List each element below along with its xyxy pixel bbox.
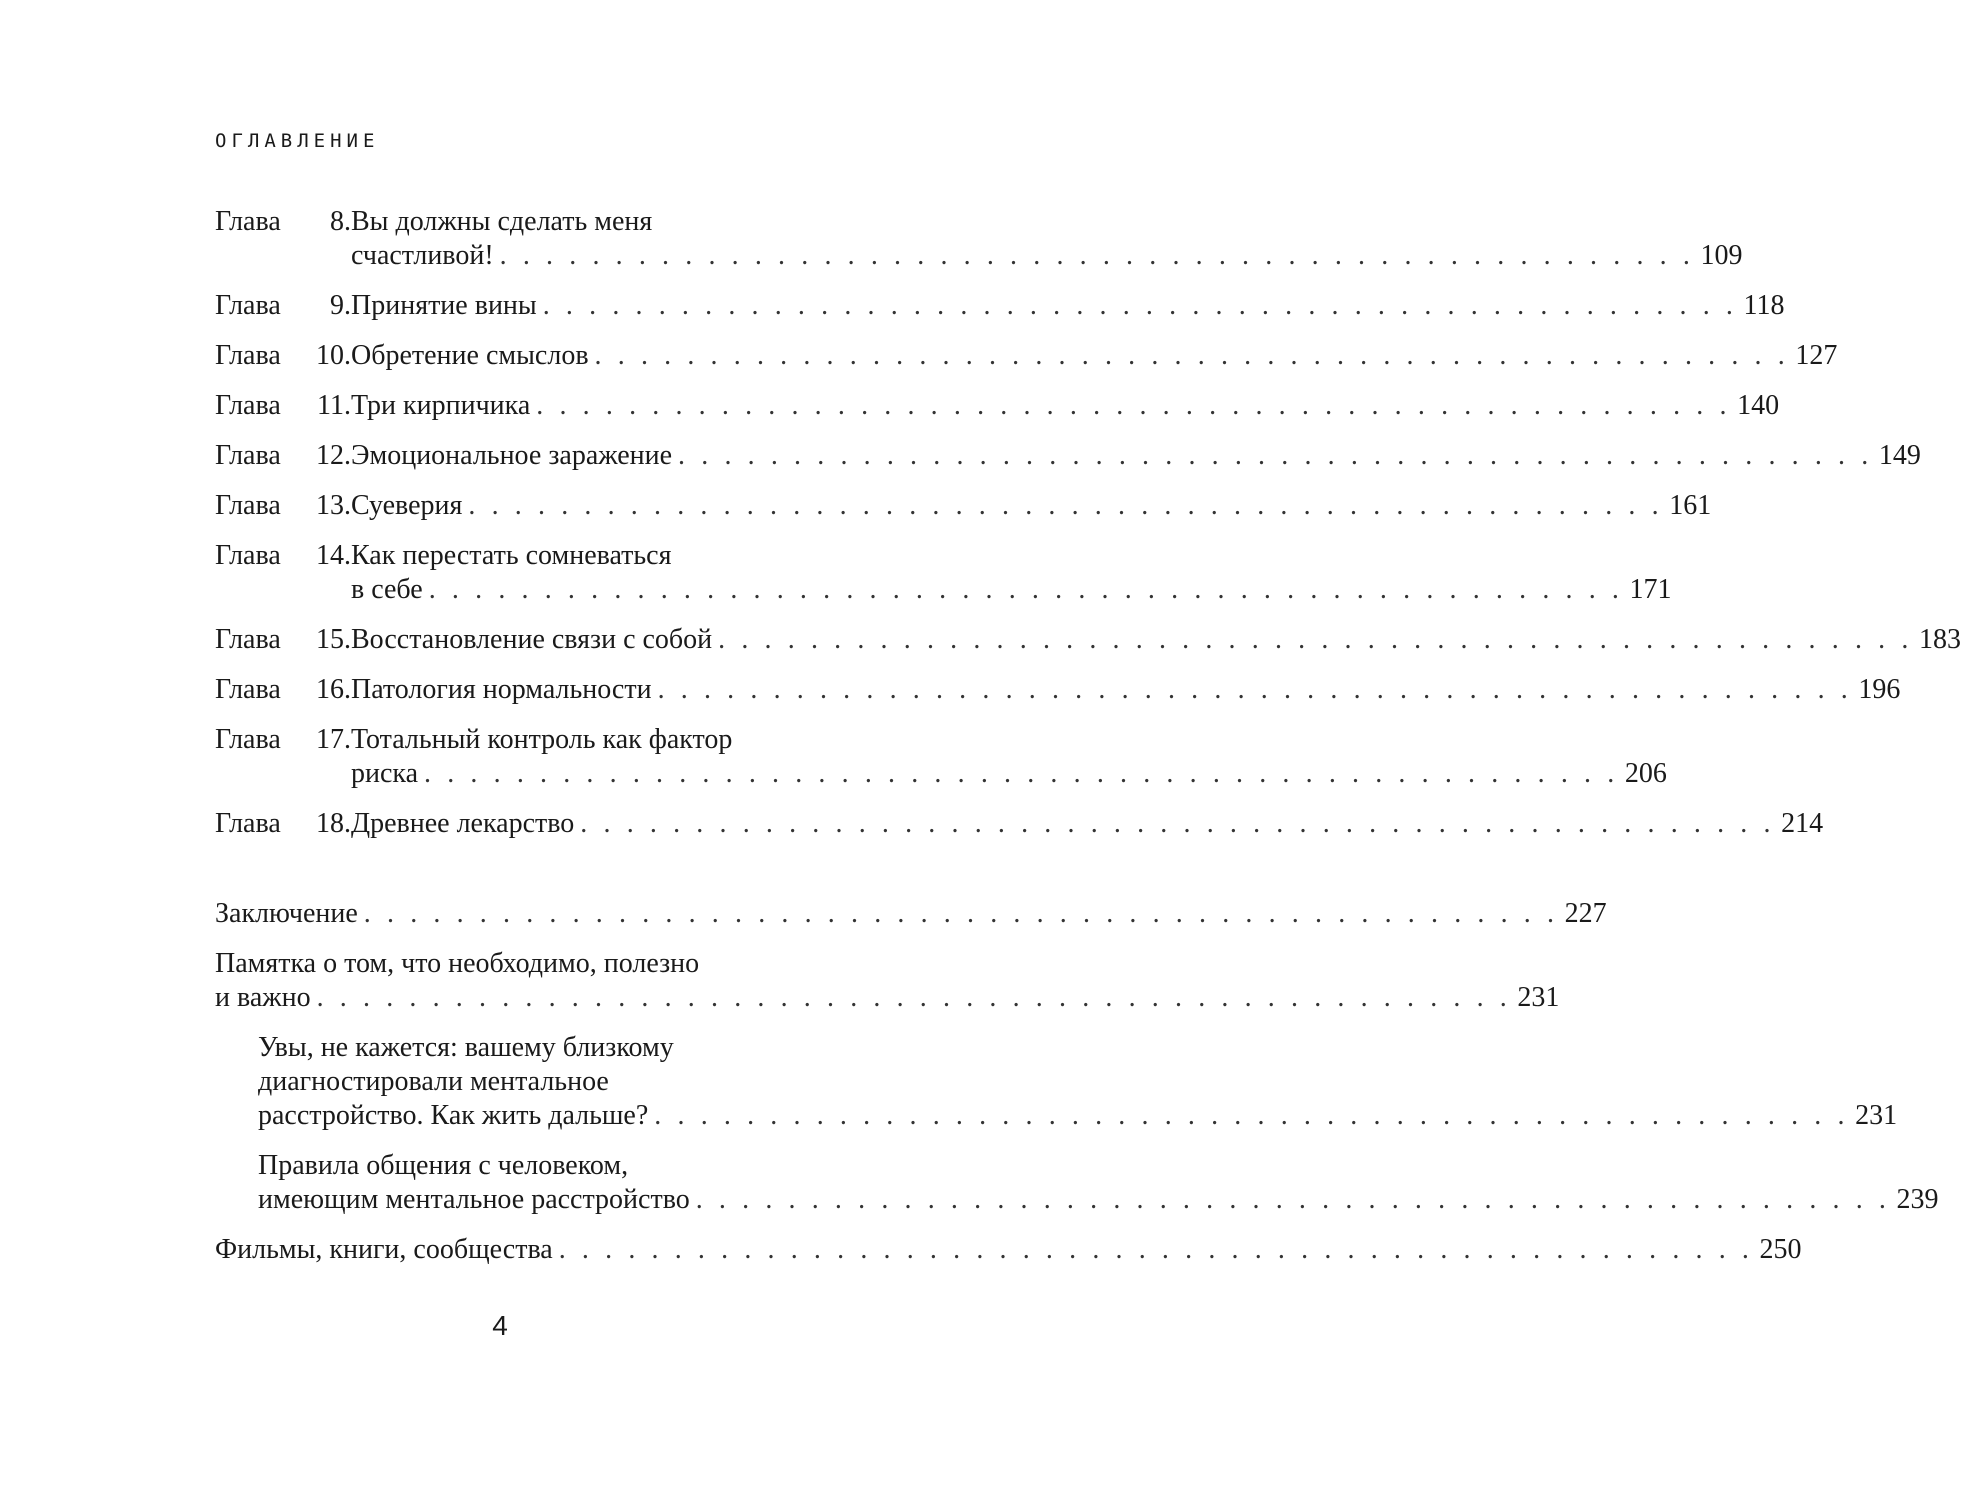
chapter-label [215,807,351,841]
chapter-number: 14. [316,540,351,571]
entry-page-number: 231 [1517,982,1560,1013]
chapter-word: Глава [215,390,281,421]
chapter-number: 18. [316,808,351,839]
entry-title [351,489,1712,523]
entry-title-text: Обретение смыслов [351,340,589,371]
entry-title [351,205,1743,273]
chapter-word: Глава [215,724,281,755]
entry-page-number: 183 [1918,624,1961,655]
leader-dots: . . . . . . . . . . . . . . . . . . . . . . . . . . . . . . . . . . . . . . . . . . . . . . . . . . . . [657,674,1853,705]
entry-page-number: 149 [1878,440,1921,471]
chapter-label [215,673,351,707]
chapter-label [215,205,351,273]
toc-section-entry[interactable] [215,897,1607,931]
entry-page-number: 127 [1795,340,1838,371]
chapter-word: Глава [215,490,281,521]
entry-title [351,389,1780,423]
entry-title-line: Правила общения с человеком, [258,1150,629,1181]
entry-title-line: Тотальный контроль как фактор [351,724,733,755]
entry-title-line: диагностировали ментальное [258,1066,609,1097]
leader-dots: . . . . . . . . . . . . . . . . . . . . . . . . . . . . . . . . . . . . . . . . . . . . . . . . . . . . [428,574,1624,605]
entry-title-text: счастливой! [351,240,494,271]
chapter-label [215,489,351,523]
entry-title [351,623,1961,657]
entry-last-line [351,757,1667,791]
entry-last-line [351,807,1824,841]
chapter-number: 9. [330,290,351,321]
entry-title-text: Восстановление связи с собой [351,624,713,655]
toc-chapter-entry[interactable] [215,439,1921,473]
toc-chapter-entry[interactable] [215,289,1785,323]
entry-title-line: Увы, не кажется: вашему близкому [258,1032,674,1063]
chapter-label [215,439,351,473]
entry-title-text: в себе [351,574,423,605]
toc-chapter-entry[interactable] [215,723,1667,791]
leader-dots: . . . . . . . . . . . . . . . . . . . . . . . . . . . . . . . . . . . . . . . . . . . . . . . . . . . . [594,340,1790,371]
entry-last-line [351,389,1780,423]
entry-title-text: и важно [215,982,311,1013]
chapter-word: Глава [215,340,281,371]
entry-title-text: расстройство. Как жить дальше? [258,1100,649,1131]
entry-title-text: Заключение [215,898,358,929]
entry-title [215,897,1607,931]
entry-title [351,673,1901,707]
entry-last-line [351,673,1901,707]
chapter-label [215,339,351,373]
entry-title-line: Как перестать сомневаться [351,540,672,571]
entry-page-number: 231 [1855,1100,1898,1131]
chapter-word: Глава [215,290,281,321]
entry-title-text: Эмоциональное заражение [351,440,673,471]
leader-dots: . . . . . . . . . . . . . . . . . . . . . . . . . . . . . . . . . . . . . . . . . . . . . . . . . . . . [316,982,1512,1013]
entry-title-text: Патология нормальности [351,674,652,705]
entry-title [258,1031,1898,1133]
toc-chapter-entry[interactable] [215,623,1961,657]
toc-heading: ОГЛАВЛЕНИЕ [215,130,380,152]
entry-last-line [351,289,1785,323]
leader-dots: . . . . . . . . . . . . . . . . . . . . . . . . . . . . . . . . . . . . . . . . . . . . . . . . . . . . [542,290,1738,321]
chapter-number: 10. [316,340,351,371]
entry-last-line [351,489,1712,523]
chapter-number: 12. [316,440,351,471]
entry-page-number: 250 [1759,1234,1802,1265]
chapter-word: Глава [215,440,281,471]
entry-last-line [351,239,1743,273]
leader-dots: . . . . . . . . . . . . . . . . . . . . . . . . . . . . . . . . . . . . . . . . . . . . . . . . . . . . [363,898,1559,929]
toc-chapter-entry[interactable] [215,205,1743,273]
entry-page-number: 214 [1781,808,1824,839]
table-of-contents [215,205,1961,1283]
chapter-word: Глава [215,206,281,237]
toc-chapter-entry[interactable] [215,539,1672,607]
entry-title-line: Вы должны сделать меня [351,206,653,237]
entry-title-text: Суеверия [351,490,463,521]
entry-last-line [215,1233,1802,1267]
toc-section-entry[interactable] [215,1233,1802,1267]
toc-section-entry[interactable] [215,947,1560,1015]
toc-chapter-entry[interactable] [215,339,1838,373]
entry-title-text: Принятие вины [351,290,537,321]
leader-dots: . . . . . . . . . . . . . . . . . . . . . . . . . . . . . . . . . . . . . . . . . . . . . . . . . . . . [695,1184,1891,1215]
entry-last-line [351,439,1921,473]
entry-title-text: риска [351,758,419,789]
chapter-word: Глава [215,674,281,705]
leader-dots: . . . . . . . . . . . . . . . . . . . . . . . . . . . . . . . . . . . . . . . . . . . . . . . . . . . . [558,1234,1754,1265]
leader-dots: . . . . . . . . . . . . . . . . . . . . . . . . . . . . . . . . . . . . . . . . . . . . . . . . . . . . [580,808,1776,839]
section-gap [215,857,865,897]
entry-last-line [215,897,1607,931]
entry-title [351,289,1785,323]
entry-title-text: Фильмы, книги, сообщества [215,1234,553,1265]
chapter-label [215,539,351,607]
chapter-label [215,723,351,791]
entry-page-number: 171 [1629,574,1672,605]
leader-dots: . . . . . . . . . . . . . . . . . . . . . . . . . . . . . . . . . . . . . . . . . . . . . . . . . . . . [654,1100,1850,1131]
entry-title [351,339,1838,373]
page-number: 4 [492,1310,508,1341]
leader-dots: . . . . . . . . . . . . . . . . . . . . . . . . . . . . . . . . . . . . . . . . . . . . . . . . . . . . [499,240,1695,271]
entry-last-line [215,981,1560,1015]
entry-title-text: Древнее лекарство [351,808,575,839]
chapter-word: Глава [215,624,281,655]
toc-chapter-entry[interactable] [215,673,1901,707]
chapter-word: Глава [215,540,281,571]
entry-page-number: 109 [1700,240,1743,271]
toc-subsection-entry[interactable] [215,1031,1898,1133]
chapter-number: 16. [316,674,351,705]
entry-last-line [351,573,1672,607]
leader-dots: . . . . . . . . . . . . . . . . . . . . . . . . . . . . . . . . . . . . . . . . . . . . . . . . . . . . [468,490,1664,521]
chapter-label [215,289,351,323]
entry-last-line [258,1099,1898,1133]
entry-title-text: имеющим ментальное расстройство [258,1184,690,1215]
chapter-label [215,623,351,657]
entry-title-text: Три кирпичика [351,390,531,421]
entry-title [215,1233,1802,1267]
leader-dots: . . . . . . . . . . . . . . . . . . . . . . . . . . . . . . . . . . . . . . . . . . . . . . . . . . . . [718,624,1913,655]
toc-chapter-entry[interactable] [215,389,1780,423]
entry-last-line [258,1183,1939,1217]
chapter-number: 11. [317,390,351,421]
entry-title [215,947,1560,1015]
entry-page-number: 196 [1858,674,1901,705]
chapter-number: 17. [316,724,351,755]
toc-chapter-entry[interactable] [215,489,1712,523]
chapter-number: 8. [330,206,351,237]
entry-last-line [351,623,1961,657]
entry-last-line [351,339,1838,373]
leader-dots: . . . . . . . . . . . . . . . . . . . . . . . . . . . . . . . . . . . . . . . . . . . . . . . . . . . . [678,440,1873,471]
entry-page-number: 118 [1743,290,1785,321]
toc-subsection-entry[interactable] [215,1149,1939,1217]
entry-page-number: 227 [1564,898,1607,929]
toc-chapter-entry[interactable] [215,807,1824,841]
chapter-label [215,389,351,423]
chapter-number: 15. [316,624,351,655]
entry-page-number: 206 [1624,758,1667,789]
entry-title [351,723,1667,791]
leader-dots: . . . . . . . . . . . . . . . . . . . . . . . . . . . . . . . . . . . . . . . . . . . . . . . . . . . . [424,758,1619,789]
entry-title [258,1149,1939,1217]
entry-page-number: 239 [1896,1184,1939,1215]
entry-page-number: 140 [1737,390,1780,421]
entry-page-number: 161 [1669,490,1712,521]
chapter-word: Глава [215,808,281,839]
entry-title-line: Памятка о том, что необходимо, полезно [215,948,700,979]
entry-title [351,807,1824,841]
entry-title [351,439,1921,473]
leader-dots: . . . . . . . . . . . . . . . . . . . . . . . . . . . . . . . . . . . . . . . . . . . . . . . . . . . . [536,390,1732,421]
chapter-number: 13. [316,490,351,521]
entry-title [351,539,1672,607]
